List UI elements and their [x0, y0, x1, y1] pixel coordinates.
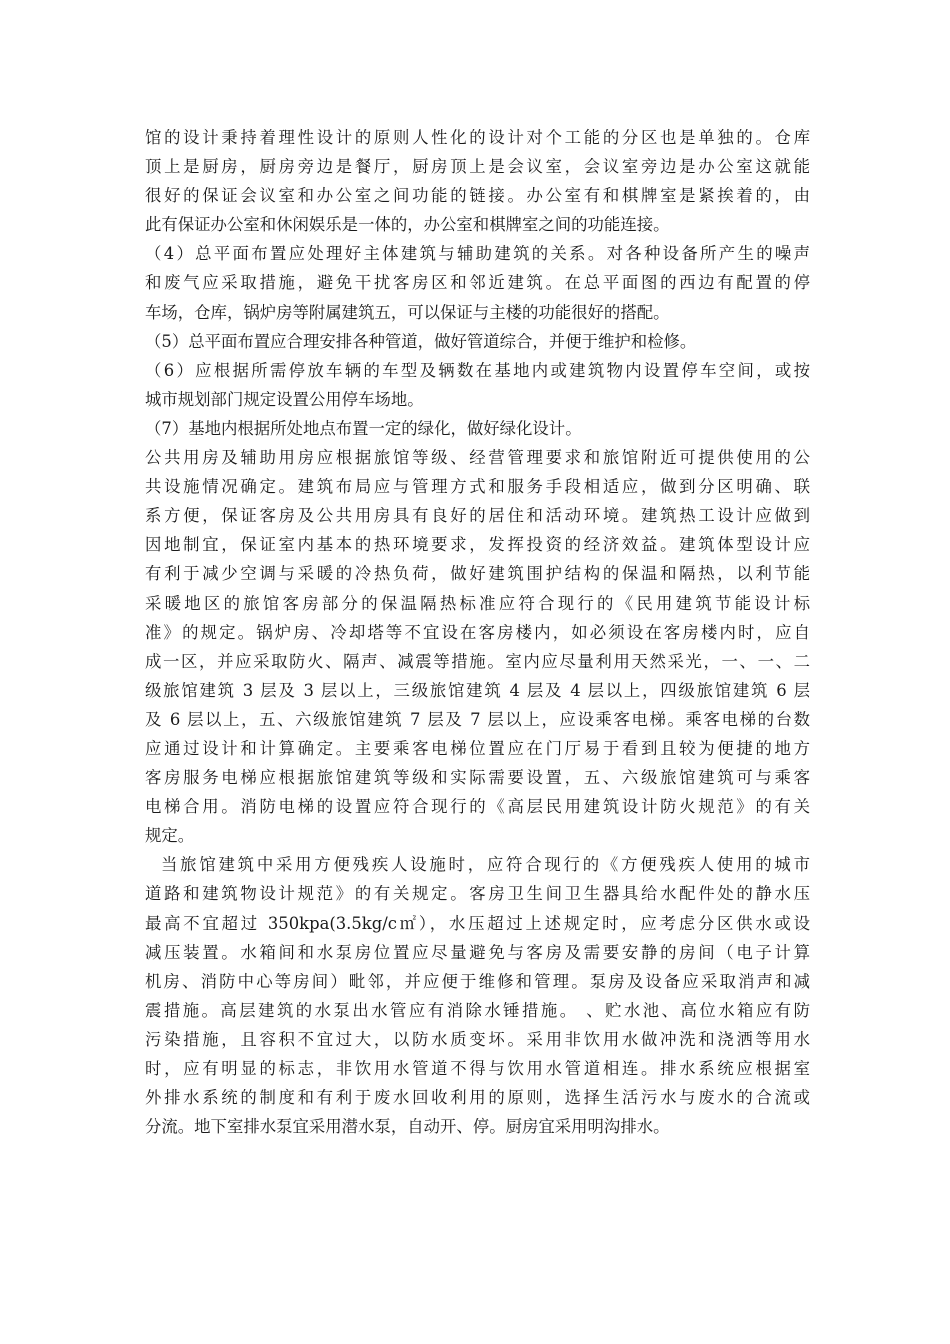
text-line: 此有保证办公室和休闲娱乐是一体的，办公室和棋牌室之间的功能连接。 — [145, 215, 670, 235]
text-line: 系方便，保证客房及公共用房具有良好的居住和活动环境。建筑热工设计应做到 — [145, 506, 810, 526]
text-line: （7）基地内根据所处地点布置一定的绿化，做好绿化设计。 — [145, 418, 582, 438]
text-line: （5）总平面布置应合理安排各种管道，做好管道综合，并便于维护和检修。 — [145, 331, 697, 351]
document-body — [145, 123, 810, 1141]
text-line: 分流。地下室排水泵宜采用潜水泵，自动开、停。厨房宜采用明沟排水。 — [145, 1117, 670, 1137]
text-line: 电梯合用。消防电梯的设置应符合现行的《高层民用建筑设计防火规范》的有关 — [145, 797, 810, 817]
text-line: 减压装置。水箱间和水泵房位置应尽量避免与客房及需要安静的房间（电子计算 — [145, 942, 810, 962]
text-line: 应通过设计和计算确定。主要乘客电梯位置应在门厅易于看到且较为便捷的地方 — [145, 738, 810, 758]
text-line: （6）应根据所需停放车辆的车型及辆数在基地内或建筑物内设置停车空间，或按 — [145, 360, 810, 380]
text-line: 馆的设计秉持着理性设计的原则人性化的设计对个工能的分区也是单独的。仓库 — [145, 128, 810, 147]
text-line: 当旅馆建筑中采用方便残疾人设施时，应符合现行的《方便残疾人使用的城市 — [145, 855, 810, 875]
text-line: 规定。 — [145, 826, 195, 846]
text-line: 外排水系统的制度和有利于废水回收利用的原则，选择生活污水与废水的合流或 — [145, 1088, 810, 1108]
text-line: 有利于减少空调与采暖的冷热负荷，做好建筑围护结构的保温和隔热，以利节能 — [145, 564, 810, 584]
text-line: 震措施。高层建筑的水泵出水管应有消除水锤措施。 、贮水池、高位水箱应有防 — [145, 1000, 810, 1020]
text-line: 车场，仓库，锅炉房等附属建筑五，可以保证与主楼的功能很好的搭配。 — [145, 302, 670, 322]
text-line: 公共用房及辅助用房应根据旅馆等级、经营管理要求和旅馆附近可提供使用的公 — [145, 448, 810, 468]
text-line: 采暖地区的旅馆客房部分的保温隔热标准应符合现行的《民用建筑节能设计标 — [145, 593, 810, 613]
text-line: 顶上是厨房，厨房旁边是餐厅，厨房顶上是会议室，会议室旁边是办公室这就能 — [145, 157, 810, 177]
text-line: 因地制宜，保证室内基本的热环境要求，发挥投资的经济效益。建筑体型设计应 — [145, 535, 810, 555]
text-line: 及 6 层以上，五、六级旅馆建筑 7 层及 7 层以上，应设乘客电梯。乘客电梯的台数 — [145, 709, 810, 729]
text-line: 客房服务电梯应根据旅馆建筑等级和实际需要设置，五、六级旅馆建筑可与乘客 — [145, 768, 810, 788]
text-line: 时，应有明显的标志，非饮用水管道不得与饮用水管道相连。排水系统应根据室 — [145, 1059, 810, 1078]
text-line: 城市规划部门规定设置公用停车场地。 — [145, 389, 424, 409]
text-line: 最高不宜超过 350kpa(3.5kg/c㎡），水压超过上述规定时，应考虑分区供水或设 — [145, 913, 810, 933]
text-line: 机房、消防中心等房间）毗邻，并应便于维修和管理。泵房及设备应采取消声和减 — [145, 971, 810, 991]
text-line: 准》的规定。锅炉房、冷却塔等不宜设在客房楼内，如必须设在客房楼内时，应自 — [145, 622, 810, 642]
text-line: 共设施情况确定。建筑布局应与管理方式和服务手段相适应，做到分区明确、联 — [145, 477, 810, 497]
text-line: 道路和建筑物设计规范》的有关规定。客房卫生间卫生器具给水配件处的静水压 — [145, 884, 810, 904]
text-line: 级旅馆建筑 3 层及 3 层以上，三级旅馆建筑 4 层及 4 层以上，四级旅馆建筑 6 层 — [145, 680, 810, 700]
text-line: （4）总平面布置应处理好主体建筑与辅助建筑的关系。对各种设备所产生的噪声 — [145, 244, 810, 264]
text-line: 污染措施，且容积不宜过大，以防水质变坏。采用非饮用水做冲洗和浇洒等用水 — [145, 1029, 810, 1049]
text-line: 很好的保证会议室和办公室之间功能的链接。办公室有和棋牌室是紧挨着的，由 — [145, 186, 810, 206]
text-line: 成一区，并应采取防火、隔声、减震等措施。室内应尽量利用天然采光，一、一、二 — [145, 651, 810, 671]
text-line: 和废气应采取措施，避免干扰客房区和邻近建筑。在总平面图的西边有配置的停 — [145, 273, 810, 293]
